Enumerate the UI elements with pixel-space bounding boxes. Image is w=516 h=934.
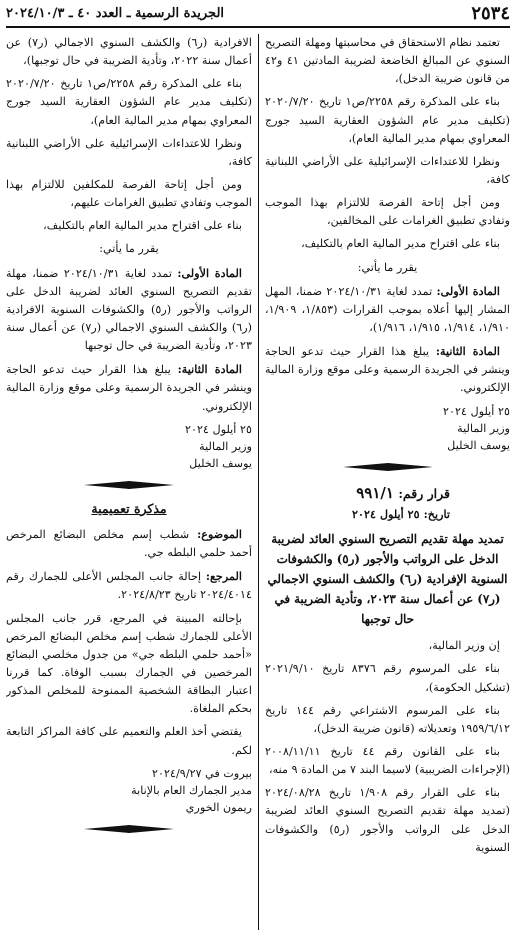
paragraph: بإحالته المبينة في المرجع، قرر جانب المجلس الأعلى للجمارك شطب إسم مخلص البضائع المرخص «أحمد حلمي البلطه جي» من جدول مخلصي البضائع المرخصين في الجمارك بسبب الوفاة. كما قررنا اعتبار البطاقة الشخصية الممنوحة للمخلص المذكور بحكم الملغاة.	[6, 611, 252, 716]
page-header	[6, 2, 510, 28]
memo-reference-text: إحالة جانب المجلس الأعلى للجمارك رقم ٢٠٢٤/٤٠١٤ تاريخ ٢٠٢٤/٨/٢٣.	[6, 570, 252, 602]
signature-date: ٢٥ أيلول ٢٠٢٤	[442, 404, 510, 418]
divider-ornament-icon	[343, 463, 433, 471]
memo-reference	[6, 567, 252, 604]
gazette-issue-meta: الجريدة الرسمية ـ العدد ٤٠ ـ ٢٠٢٤/١٠/٣	[6, 6, 225, 22]
decision-date-value: ٢٥ أيلول ٢٠٢٤	[352, 506, 420, 521]
article-1-label: المادة الأولى:	[436, 283, 501, 298]
paragraph: الافرادية (ر٦) والكشف السنوي الاجمالي (ر٧) عن أعمال سنة ٢٠٢٢، وتأدية الضريبة في حال توجبها)،	[6, 36, 252, 68]
paragraph: ونظرا للاعتداءات الإسرائيلية على الأراضي اللبنانية كافة،	[265, 154, 510, 186]
signature-block	[6, 421, 252, 473]
signature-title: وزير المالية	[199, 440, 252, 454]
section-divider	[6, 481, 252, 489]
divider-ornament-icon	[84, 481, 174, 489]
paragraph: ومن أجل إتاحة الفرصة للالتزام بهذا الموجب وتفادي تطبيق الغرامات على المخالفين،	[265, 196, 510, 228]
left-column	[6, 34, 258, 930]
memo-place-date: بيروت في ٢٠٢٤/٩/٢٧	[152, 766, 252, 780]
paragraph: بناء على اقتراح مدير المالية العام بالتكليف،	[43, 219, 242, 233]
article-1	[265, 282, 510, 337]
paragraph: بناء على المذكرة رقم ٢٢٥٨/ص١ تاريخ ٢٠٢٠/٧/٢٠ (تكليف مدير عام الشؤون العقارية السيد جورج المعراوي بمهام مدير المالية العام)،	[6, 77, 252, 127]
decision-number-value: ٩٩١/١	[356, 483, 394, 502]
paragraph: بناء على المذكرة رقم ٢٢٥٨/ص١ تاريخ ٢٠٢٠/٧/٢٠ (تكليف مدير عام الشؤون العقارية السيد جورج المعراوي بمهام مدير المالية العام)،	[265, 95, 510, 145]
memo-reference-label: المرجع:	[205, 569, 242, 584]
memo-signature-title: مدير الجمارك العام بالإنابة	[131, 784, 252, 798]
memo-subject-text: شطب إسم مخلص البضائع المرخص أحمد حلمي البلطه جي.	[6, 528, 252, 560]
paragraph: بناء على اقتراح مدير المالية العام بالتكليف،	[301, 237, 500, 251]
memo-subject-label: الموضوع:	[197, 527, 242, 541]
decision-number	[265, 481, 510, 505]
article-1-label: المادة الأولى:	[177, 265, 243, 280]
page-columns	[6, 34, 510, 930]
paragraph: إن وزير المالية،	[428, 639, 500, 653]
signature-block	[265, 403, 510, 455]
article-2-text: يبلغ هذا القرار حيث تدعو الحاجة وينشر في الجريدة الرسمية وعلى موقع وزارة المالية الإلكتروني.	[6, 363, 252, 413]
memo-signature-block	[6, 765, 252, 817]
decision-title: تمديد مهلة تقديم التصريح السنوي العائد لضريبة الدخل على الرواتب والأجور (ر٥) والكشوفات السنوية الإفرادية (ر٦) والكشف السنوي الاجمالي (ر٧) عن أعمال سنة ٢٠٢٣، وتأدية الضريبة في حال توجبها	[267, 532, 508, 627]
article-1-text: تمدد لغاية ٢٠٢٤/١٠/٣١ ضمنا، مهلة تقديم التصريح السنوي العائد لضريبة الدخل على الرواتب والأجور (ر٥) والكشوفات السنوية الافرادية (ر٦) والكشف السنوي الاجمالي (ر٧) عن أعمال سنة ٢٠٢٣، وتأدية الضريبة في حال توجبها	[6, 266, 253, 353]
article-2	[265, 342, 510, 397]
paragraph: بناء على القرار رقم ١/٩٠٨ تاريخ ٢٠٢٤/٠٨/٢٨ (تمديد مهلة تقديم التصريح السنوي العائد لضريبة الدخل على الرواتب والأجور (ر٥) والكشوفات السنوية	[265, 786, 510, 854]
decision-date	[265, 505, 510, 523]
paragraph: بناء على المرسوم رقم ٨٣٧٦ تاريخ ٢٠٢١/٩/١٠ (تشكيل الحكومة)،	[265, 662, 510, 694]
section-divider	[265, 463, 510, 471]
paragraph: ونظرا للاعتداءات الإسرائيلية على الأراضي اللبنانية كافة،	[6, 136, 252, 168]
article-2-label: المادة الثانية:	[435, 344, 500, 359]
paragraph: تعتمد نظام الاستحقاق في محاسبتها ومهلة التصريح السنوي عن المبالغ الخاضعة لضريبة المادتين ٤١ و٤٢ من قانون ضريبة الدخل)،	[265, 36, 510, 86]
signature-date: ٢٥ أيلول ٢٠٢٤	[184, 422, 252, 436]
article-2-label: المادة الثانية:	[177, 362, 242, 377]
paragraph: بناء على المرسوم الاشتراعي رقم ١٤٤ تاريخ ١٩٥٩/٦/١٢ وتعديلاته (قانون ضريبة الدخل)،	[265, 703, 510, 735]
right-column	[258, 34, 510, 930]
signature-name: يوسف الخليل	[189, 457, 252, 471]
article-1-text: تمدد لغاية ٢٠٢٤/١٠/٣١ ضمنا، المهل المشار إليها أعلاه بموجب القرارات (١/٨٥٣، ١/٩٠٩، ١/٩١٠، ١/٩١٤، ١/٩١٥، ١/٩١٦)،	[265, 284, 510, 334]
article-2-text: يبلغ هذا القرار حيث تدعو الحاجة وينشر في الجريدة الرسمية وعلى موقع وزارة المالية الإلكتروني.	[265, 345, 510, 395]
divider-ornament-icon	[84, 825, 174, 833]
signature-name: يوسف الخليل	[447, 439, 510, 453]
memo-subject	[6, 525, 252, 562]
article-2	[6, 360, 252, 415]
memo-signature-name: ريمون الخوري	[185, 801, 252, 815]
decision-date-label: تاريخ:	[423, 506, 450, 521]
memo-title: مذكرة تعميمية	[91, 500, 167, 516]
signature-title: وزير المالية	[457, 421, 510, 435]
decides-heading: يقرر ما يأتي:	[357, 260, 418, 274]
decides-heading: يقرر ما يأتي:	[99, 242, 159, 256]
paragraph: بناء على القانون رقم ٤٤ تاريخ ٢٠٠٨/١١/١١ (الإجراءات الضريبية) لاسيما البند ٧ من المادة ٩ منه،	[265, 744, 510, 777]
decision-number-label: قرار رقم:	[398, 485, 450, 501]
paragraph: ومن أجل إتاحة الفرصة للمكلفين للالتزام بهذا الموجب وتفادي تطبيق الغرامات عليهم،	[6, 177, 252, 210]
article-1	[6, 264, 252, 356]
section-divider	[6, 825, 252, 833]
paragraph: يقتضي أخذ العلم والتعميم على كافة المراكز التابعة لكم.	[6, 725, 252, 757]
page-number: ٢٥٣٤	[471, 3, 510, 25]
